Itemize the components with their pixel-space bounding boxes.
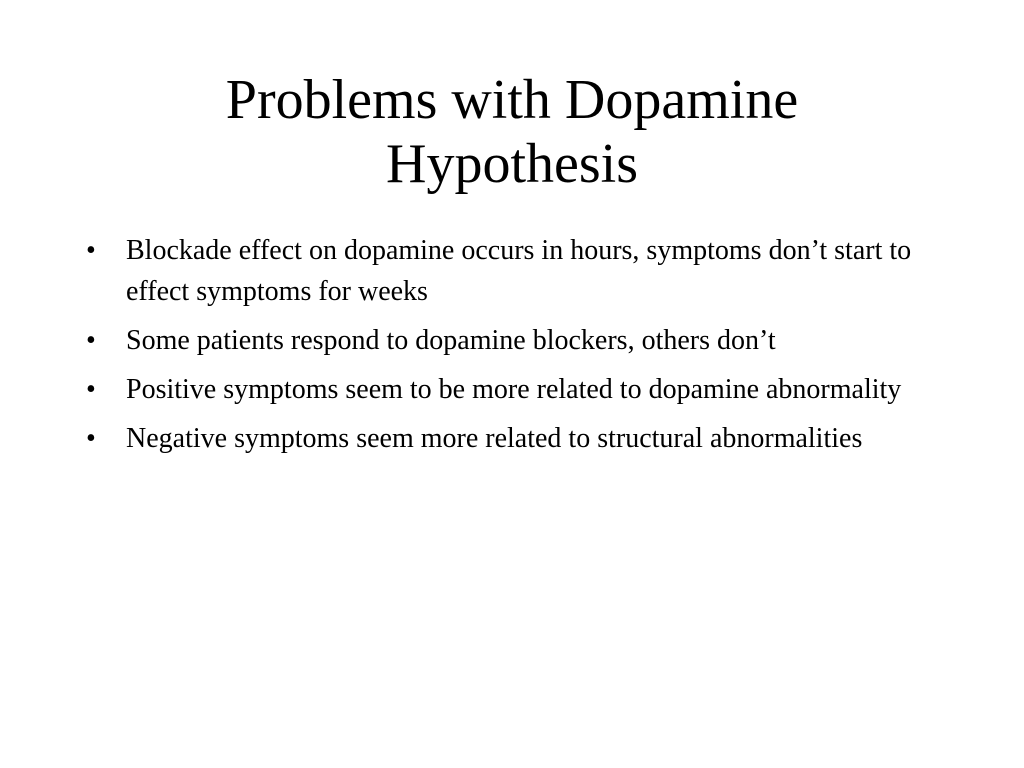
bullet-item	[84, 418, 944, 459]
bullet-text: Negative symptoms seem more related to structural abnormalities	[126, 423, 863, 454]
bullet-point-icon: •	[86, 423, 96, 454]
bullet-item	[84, 320, 944, 361]
slide-title-line-1: Problems with Dopamine	[225, 69, 799, 131]
slide-title-line-2: Hypothesis	[386, 133, 638, 195]
slide-title	[80, 68, 944, 196]
bullet-text: Blockade effect on dopamine occurs in hours, symptoms don’t start to effect symptoms for weeks	[126, 235, 912, 307]
bullet-item	[84, 230, 944, 312]
bullet-point-icon: •	[86, 235, 96, 266]
bullet-text: Positive symptoms seem to be more related to dopamine abnormality	[126, 374, 902, 405]
bullet-item	[84, 369, 944, 410]
bullet-text: Some patients respond to dopamine blockers, others don’t	[126, 325, 776, 356]
bullet-point-icon: •	[86, 325, 96, 356]
bullet-point-icon: •	[86, 374, 96, 405]
bullet-list	[84, 230, 944, 467]
